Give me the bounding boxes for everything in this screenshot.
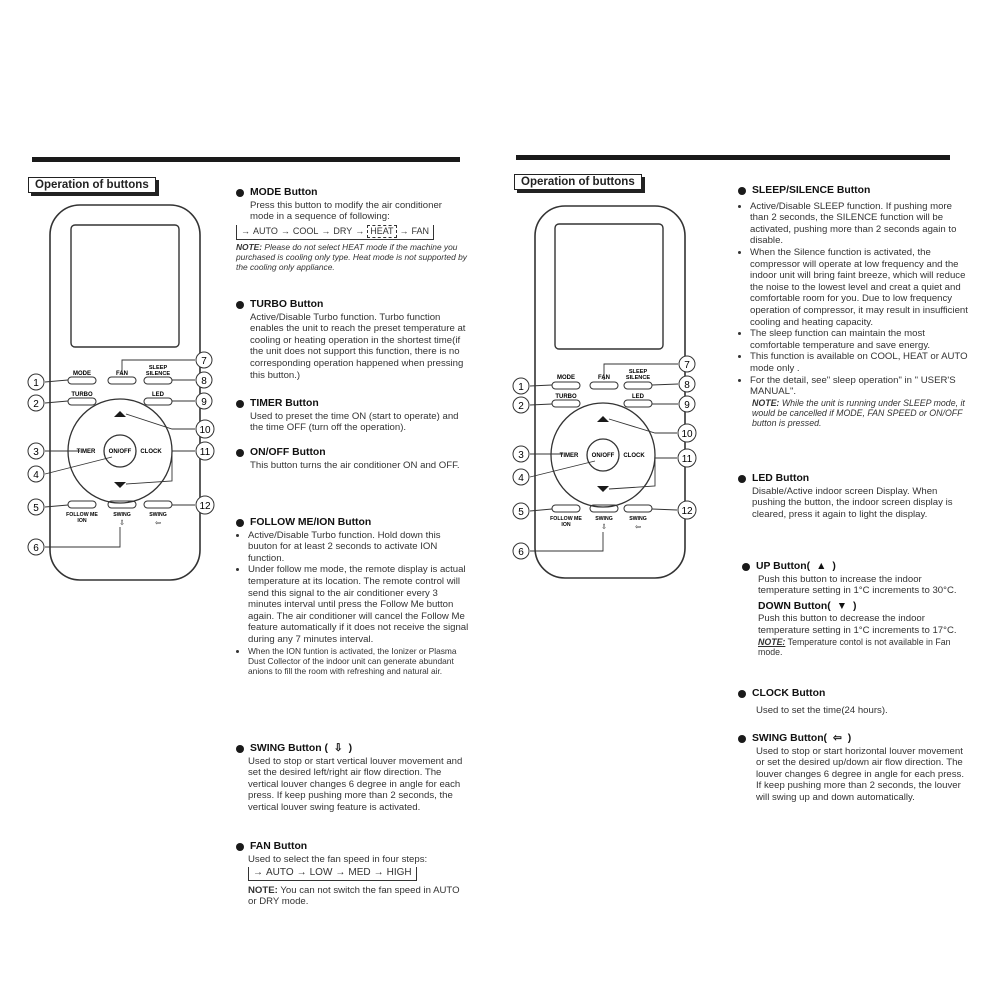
follow-item: • When the ION funtion is activated, the Ionizer or Plasma Dust Collector of the indoor unit can generate abundant anions to fill the room with refreshing and natural air. xyxy=(248,646,472,677)
section-title-left: Operation of buttons xyxy=(28,177,156,193)
timer-section xyxy=(236,398,468,434)
up-section xyxy=(742,561,974,657)
number-2-icon xyxy=(236,301,244,309)
swing-horizontal-label: SWING xyxy=(149,512,167,518)
number-6-icon xyxy=(236,745,244,753)
number-11-icon xyxy=(738,690,746,698)
swing-vertical-section xyxy=(236,743,468,814)
fan-button[interactable] xyxy=(108,377,136,384)
swing-vertical-title-icon: ⇩ xyxy=(333,743,343,754)
up-arrow-icon: ▲ xyxy=(816,561,827,572)
down-title: DOWN Button( xyxy=(758,600,831,612)
svg-text:TURBO: TURBO xyxy=(555,394,577,400)
svg-text:⇩: ⇩ xyxy=(601,524,607,531)
sleep-button[interactable] xyxy=(144,377,172,384)
number-7-icon xyxy=(236,843,244,851)
number-1-icon xyxy=(236,189,244,197)
fan-sequence: → AUTO → LOW → MED → HIGH xyxy=(248,867,417,881)
mode-button-label: MODE xyxy=(73,371,91,377)
fan-title: FAN Button xyxy=(250,841,308,852)
mode-section xyxy=(236,187,468,272)
fan-button-label: FAN xyxy=(116,371,128,377)
callout-1: 1 xyxy=(33,378,39,389)
swing-vertical-title: SWING Button ( xyxy=(250,743,328,754)
follow-me-label: FOLLOW ME xyxy=(66,512,98,518)
led-title: LED Button xyxy=(752,473,810,484)
swing-vertical-label: SWING xyxy=(113,512,131,518)
svg-text:SILENCE: SILENCE xyxy=(625,375,651,381)
led-text: Disable/Active indoor screen Display. When pushing the button, the indoor screen display is cleared, press it again to light the display. xyxy=(752,485,953,520)
callout-5: 5 xyxy=(33,503,39,514)
svg-text:10: 10 xyxy=(681,429,693,440)
callout-9: 9 xyxy=(201,397,207,408)
sleep-note: NOTE: While the unit is running under SLEEP mode, it would be cancelled if MODE, FAN SPEED or ON/OFF button is pressed. xyxy=(752,397,965,428)
swing-horizontal-title-icon: ⇦ xyxy=(833,733,842,744)
turbo-text: Active/Disable Turbo function. Turbo function enables the unit to reach the preset temperature at cooling or heating operation in the shortest time(if the unit does not support this function, there is no corresponding operation happened when pressing this button.) xyxy=(250,311,466,381)
svg-text:FOLLOW ME: FOLLOW ME xyxy=(550,516,582,522)
down-text: Push this button to decrease the indoor temperature setting in 1°C increments to 17°C. xyxy=(758,613,957,636)
mode-sequence: → AUTO → COOL → DRY → HEAT → FAN xyxy=(236,225,434,241)
svg-text:5: 5 xyxy=(518,507,524,518)
svg-text:LED: LED xyxy=(632,394,644,400)
onoff-section xyxy=(236,447,468,471)
svg-text:12: 12 xyxy=(681,506,693,517)
mode-text: Press this button to modify the air conditioner mode in a sequence of following: xyxy=(250,199,442,223)
follow-item: • Active/Disable Turbo function. Hold down this buuton for at least 2 seconds to activate ION function. xyxy=(248,530,472,565)
mode-note: NOTE: Please do not select HEAT mode if the machine you purchased is cooling only type. Heat mode is not supported by the cooling only appliance. xyxy=(236,242,467,273)
svg-text:ION: ION xyxy=(561,522,571,528)
onoff-title: ON/OFF Button xyxy=(250,447,326,458)
sleep-item: • The sleep function can maintain the most comfortable temperature and save energy. xyxy=(750,328,970,351)
sleep-button-label: SLEEP xyxy=(148,365,168,371)
svg-text:11: 11 xyxy=(681,454,693,465)
fan-section xyxy=(236,841,468,908)
clock-section xyxy=(738,688,970,716)
turbo-button-label: TURBO xyxy=(71,392,93,398)
callout-2: 2 xyxy=(33,399,39,410)
svg-text:⇦: ⇦ xyxy=(635,524,641,531)
svg-text:8: 8 xyxy=(684,380,690,391)
swing-vertical-icon: ⇩ xyxy=(119,520,125,527)
number-4-icon xyxy=(236,449,244,457)
number-8-icon xyxy=(738,187,746,195)
mode-button[interactable] xyxy=(68,377,96,384)
fan-text: Used to select the fan speed in four steps: xyxy=(248,853,428,865)
onoff-button-label: ON/OFF xyxy=(108,449,132,455)
left-top-rule xyxy=(32,157,460,162)
number-3-icon xyxy=(236,400,244,408)
svg-text:2: 2 xyxy=(518,401,524,412)
svg-text:SLEEP: SLEEP xyxy=(628,369,648,375)
number-12-icon xyxy=(738,735,746,743)
onoff-text: This button turns the air conditioner ON and OFF. xyxy=(250,459,460,471)
sleep-item: • Active/Disable SLEEP function. If pushing more than 2 seconds, the SILENCE function will be activated, pushing more than 2 seconds again to disable. xyxy=(750,201,970,247)
sleep-title: SLEEP/SILENCE Button xyxy=(752,185,871,196)
swing-vertical-title-end: ) xyxy=(348,743,353,754)
number-9-icon xyxy=(738,475,746,483)
sleep-item: • When the Silence function is activated, the compressor will operate at low frequency and the indoor unit will bring faint breeze, which will reduce the noise to the lowest level and creat a quiet and comfortable room for you. Due to low frequency operation of compressor, it may result in insufficient cooling and heating capacity. xyxy=(750,247,970,328)
swing-vertical-text: Used to stop or start vertical louver movement and set the desired left/right air flow direction. The vertical louver changes 6 degree in angle for each press. If keep pushing more than 2 seconds, the vertical louver swing feature is activated. xyxy=(248,755,463,813)
mode-title: MODE Button xyxy=(250,187,318,198)
follow-section xyxy=(236,517,472,676)
svg-text:6: 6 xyxy=(518,547,524,558)
number-5-icon xyxy=(236,519,244,527)
remote-display xyxy=(71,225,179,347)
follow-list xyxy=(236,530,472,677)
svg-text:TIMER: TIMER xyxy=(559,453,579,459)
svg-text:ON/OFF: ON/OFF xyxy=(591,453,615,459)
follow-title: FOLLOW ME/ION Button xyxy=(250,517,372,528)
swing-horizontal-text: Used to stop or start horizontal louver movement or set the desired up/down air flow direction. The louver changes 6 degree in angle for each press. If keep pushing more than 2 seconds, the louver will swing up and down automatically. xyxy=(756,745,964,803)
fan-note: NOTE: You can not switch the fan speed in AUTO or DRY mode. xyxy=(248,884,460,908)
ion-label: ION xyxy=(77,518,87,524)
down-arrow-icon[interactable] xyxy=(114,482,126,488)
svg-text:CLOCK: CLOCK xyxy=(623,453,645,459)
swing-horizontal-icon: ⇦ xyxy=(155,520,161,527)
swing-horizontal-section xyxy=(738,733,970,804)
down-note: NOTE: Temperature contol is not available in Fan mode. xyxy=(758,636,951,657)
svg-text:SWING: SWING xyxy=(629,516,647,522)
up-arrow-icon[interactable] xyxy=(114,411,126,417)
sleep-item: • This function is available on COOL, HEAT or AUTO mode only . xyxy=(750,351,970,374)
svg-text:7: 7 xyxy=(684,360,690,371)
remote-diagram-left xyxy=(20,195,220,585)
callout-3: 3 xyxy=(33,447,39,458)
led-button[interactable] xyxy=(144,398,172,405)
number-10-icon xyxy=(742,563,750,571)
up-text: Push this button to increase the indoor temperature setting in 1°C increments to 30°C. xyxy=(758,573,957,597)
led-button-label: LED xyxy=(152,392,164,398)
timer-button-label[interactable]: TIMER xyxy=(76,449,96,455)
turbo-section xyxy=(236,299,468,381)
sleep-item: • For the detail, see" sleep operation" in " USER'S MANUAL". xyxy=(750,375,970,398)
remote-diagram-right xyxy=(505,196,705,586)
timer-text: Used to preset the time ON (start to operate) and the time OFF (turn off the operation). xyxy=(250,410,459,434)
svg-text:SWING: SWING xyxy=(595,516,613,522)
svg-text:MODE: MODE xyxy=(557,375,575,381)
callout-6: 6 xyxy=(33,543,39,554)
svg-text:FAN: FAN xyxy=(598,375,610,381)
callout-11: 11 xyxy=(199,447,211,458)
swing-horizontal-title-end: ) xyxy=(847,733,852,744)
up-title-end: ) xyxy=(832,561,836,572)
follow-me-button[interactable] xyxy=(68,501,96,508)
swing-horizontal-title: SWING Button( xyxy=(752,733,828,744)
down-title-end: ) xyxy=(853,600,857,612)
callout-4: 4 xyxy=(33,470,39,481)
svg-text:4: 4 xyxy=(518,473,524,484)
right-top-rule xyxy=(516,155,950,160)
down-arrow-icon: ▼ xyxy=(836,600,848,612)
clock-text: Used to set the time(24 hours). xyxy=(756,704,888,716)
follow-item: • Under follow me mode, the remote display is actual temperature at its location. The remote control will send this signal to the air conditioner every 3 minutes interval until press the Follow Me button again. The air conditioner will cancel the Follow Me feature automatically if it does not receive the signal during any 7 minutes interval. xyxy=(248,564,472,645)
sleep-list xyxy=(738,201,970,398)
up-title: UP Button( xyxy=(756,561,811,572)
swing-horizontal-button[interactable] xyxy=(144,501,172,508)
callout-12: 12 xyxy=(199,501,211,512)
svg-text:3: 3 xyxy=(518,450,524,461)
callout-7: 7 xyxy=(201,356,207,367)
svg-text:9: 9 xyxy=(684,400,690,411)
callout-10: 10 xyxy=(199,425,211,436)
clock-title: CLOCK Button xyxy=(752,688,826,699)
section-title-right: Operation of buttons xyxy=(514,174,642,190)
callout-8: 8 xyxy=(201,376,207,387)
turbo-title: TURBO Button xyxy=(250,299,324,310)
clock-button-label[interactable]: CLOCK xyxy=(140,449,162,455)
led-section xyxy=(738,473,970,520)
silence-button-label: SILENCE xyxy=(145,371,171,377)
timer-title: TIMER Button xyxy=(250,398,319,409)
turbo-button[interactable] xyxy=(68,398,96,405)
svg-text:1: 1 xyxy=(518,382,524,393)
sleep-section xyxy=(738,185,970,428)
